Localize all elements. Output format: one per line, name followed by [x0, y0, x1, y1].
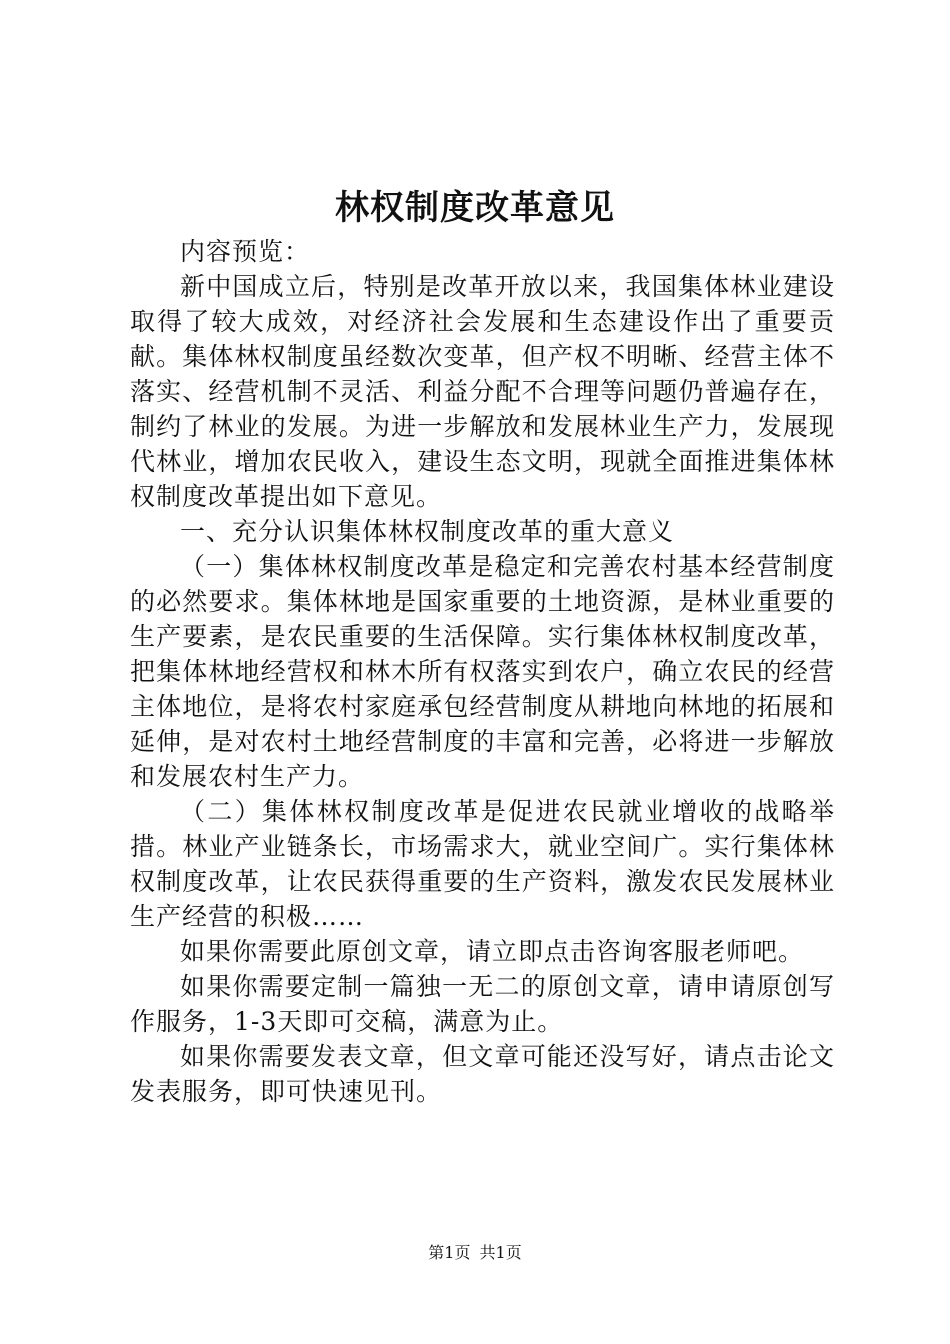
intro-paragraph: 新中国成立后，特别是改革开放以来，我国集体林业建设取得了较大成效，对经济社会发展和生态建设作出了重要贡献。集体林权制度虽经数次变革，但产权不明晰、经营主体不落实、经营机制不灵活、利益分配不合理等问题仍普遍存在，制约了林业的发展。为进一步解放和发展林业生产力，发展现代林业，增加农民收入，建设生态文明，现就全面推进集体林权制度改革提出如下意见。 [130, 272, 835, 511]
section-heading: 一、充分认识集体林权制度改革的重大意义 [180, 517, 675, 546]
document-body [130, 234, 835, 1109]
page-number: 第1页 [428, 1243, 471, 1262]
page-total: 共1页 [479, 1243, 522, 1262]
publishing-service-paragraph: 如果你需要发表文章，但文章可能还没写好，请点击论文发表服务，即可快速见刊。 [130, 1042, 835, 1106]
document-title: 林权制度改革意见 [335, 188, 615, 228]
page-footer [0, 1241, 950, 1265]
preview-label: 内容预览： [180, 237, 311, 266]
subsection-two-paragraph: （二）集体林权制度改革是促进农民就业增收的战略举措。林业产业链条长，市场需求大，就业空间广。实行集体林权制度改革，让农民获得重要的生产资料，激发农民发展林业生产经营的积极…… [130, 797, 835, 931]
subsection-one-paragraph: （一）集体林权制度改革是稳定和完善农村基本经营制度的必然要求。集体林地是国家重要的土地资源，是林业重要的生产要素，是农民重要的生活保障。实行集体林权制度改革，把集体林地经营权和林木所有权落实到农户，确立农民的经营主体地位，是将农村家庭承包经营制度从耕地向林地的拓展和延伸，是对农村土地经营制度的丰富和完善，必将进一步解放和发展农村生产力。 [130, 552, 835, 791]
consult-service-paragraph: 如果你需要此原创文章，请立即点击咨询客服老师吧。 [180, 937, 805, 966]
custom-writing-paragraph: 如果你需要定制一篇独一无二的原创文章，请申请原创写作服务，1-3天即可交稿，满意为止。 [130, 972, 835, 1036]
